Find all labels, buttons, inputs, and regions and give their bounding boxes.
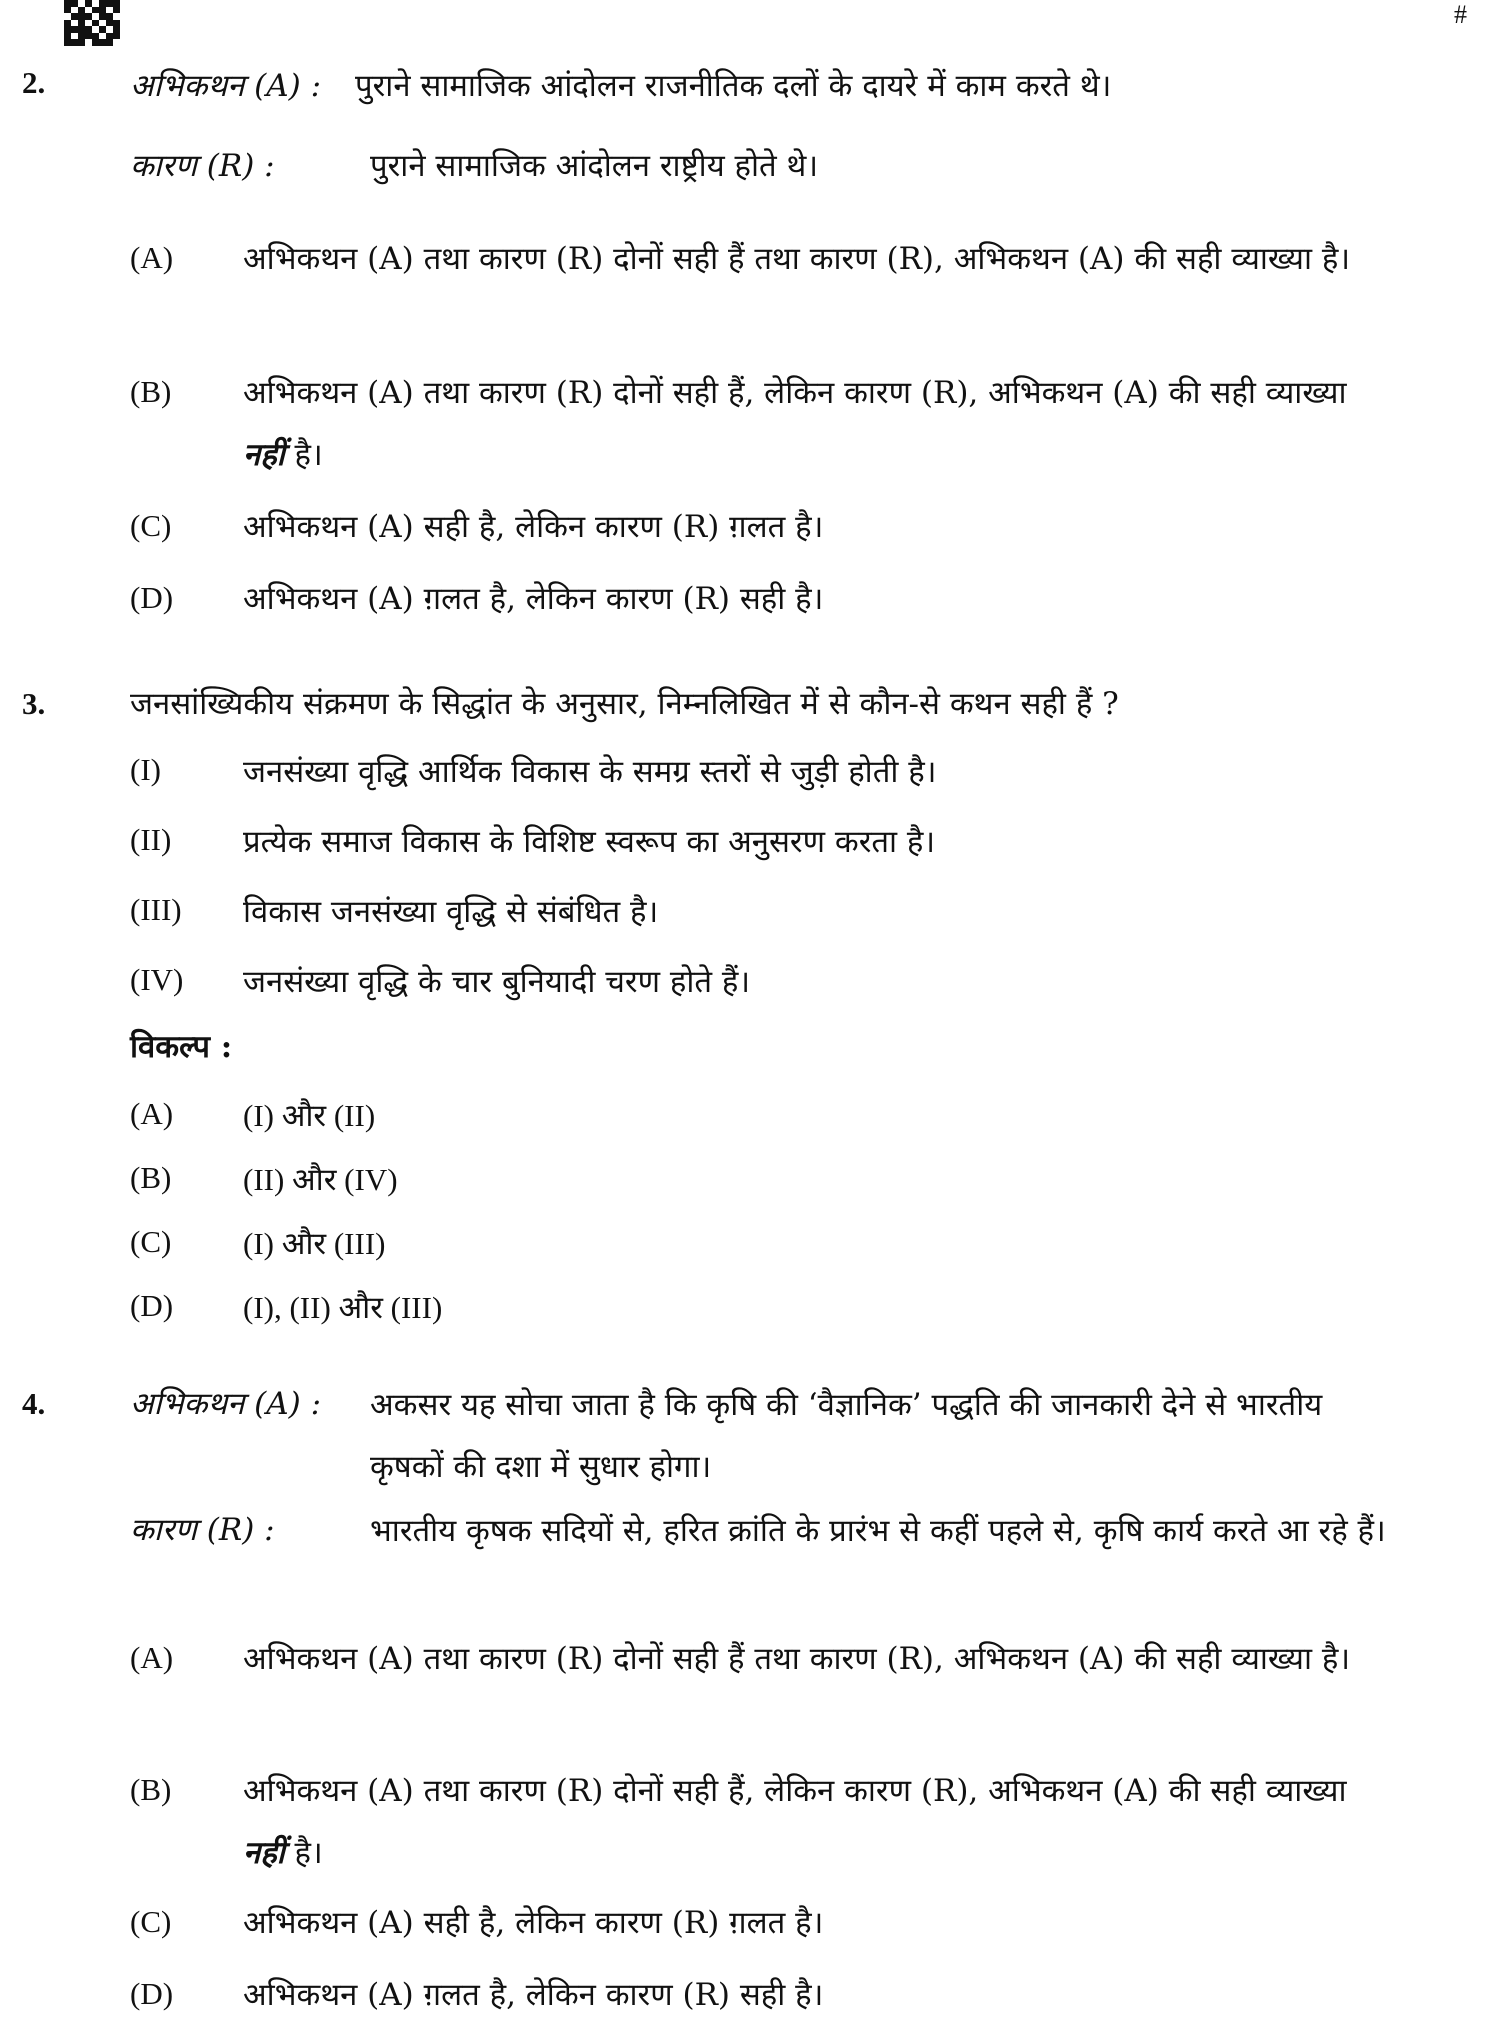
question-number: 4. bbox=[22, 1386, 46, 1421]
statement-key: (IV) bbox=[130, 962, 184, 997]
option-key: (B) bbox=[130, 374, 172, 409]
assertion-label: अभिकथन (A) : bbox=[130, 1386, 322, 1422]
statement-text: जनसंख्या वृद्धि आर्थिक विकास के समग्र स्तरों से जुड़ी होती है। bbox=[243, 754, 937, 790]
assertion-label: अभिकथन (A) : bbox=[130, 68, 322, 104]
emphasis-not: नहीं bbox=[243, 437, 285, 473]
option-c-text: अभिकथन (A) सही है, लेकिन कारण (R) ग़लत है। bbox=[243, 509, 824, 545]
option-key: (D) bbox=[130, 1288, 174, 1323]
assertion-text: अकसर यह सोचा जाता है कि कृषि की ‘वैज्ञानिक’ पद्धति की जानकारी देने से भारतीय कृषकों की दशा में सुधार होगा। bbox=[370, 1387, 1323, 1485]
option-key: (B) bbox=[130, 1772, 172, 1807]
option-b-text-part: अभिकथन (A) तथा कारण (R) दोनों सही हैं, लेकिन कारण (R), अभिकथन (A) की सही व्याख्या bbox=[243, 1773, 1347, 1809]
statement-key: (II) bbox=[130, 822, 172, 857]
statement-key: (III) bbox=[130, 892, 182, 927]
option-b-text: (II) और (IV) bbox=[243, 1162, 398, 1197]
option-b-text bbox=[243, 362, 1398, 486]
option-b-text-part: है। bbox=[284, 437, 323, 473]
option-a-text: अभिकथन (A) तथा कारण (R) दोनों सही हैं तथा कारण (R), अभिकथन (A) की सही व्याख्या है। bbox=[243, 241, 1351, 277]
statement-key: (I) bbox=[130, 752, 161, 787]
statement-text: जनसंख्या वृद्धि के चार बुनियादी चरण होते हैं। bbox=[243, 964, 751, 1000]
question-prompt: जनसांख्यिकीय संक्रमण के सिद्धांत के अनुसार, निम्नलिखित में से कौन-से कथन सही हैं ? bbox=[130, 686, 1119, 722]
assertion-text: पुराने सामाजिक आंदोलन राजनीतिक दलों के दायरे में काम करते थे। bbox=[355, 68, 1112, 104]
reason-text: भारतीय कृषक सदियों से, हरित क्रांति के प्रारंभ से कहीं पहले से, कृषि कार्य करते आ रहे हैं। bbox=[370, 1513, 1386, 1549]
option-a-text: अभिकथन (A) तथा कारण (R) दोनों सही हैं तथा कारण (R), अभिकथन (A) की सही व्याख्या है। bbox=[243, 1641, 1351, 1677]
option-key: (C) bbox=[130, 1904, 172, 1939]
option-b-text-part: अभिकथन (A) तथा कारण (R) दोनों सही हैं, लेकिन कारण (R), अभिकथन (A) की सही व्याख्या bbox=[243, 375, 1347, 411]
option-key: (C) bbox=[130, 508, 172, 543]
option-key: (C) bbox=[130, 1224, 172, 1259]
option-key: (A) bbox=[130, 1096, 174, 1131]
qr-code bbox=[64, 0, 120, 46]
option-key: (D) bbox=[130, 1976, 174, 2011]
reason-label: कारण (R) : bbox=[130, 1512, 275, 1548]
statement-text: विकास जनसंख्या वृद्धि से संबंधित है। bbox=[243, 894, 659, 930]
option-d-text: अभिकथन (A) ग़लत है, लेकिन कारण (R) सही है। bbox=[243, 581, 824, 617]
emphasis-not: नहीं bbox=[243, 1835, 285, 1871]
option-key: (D) bbox=[130, 580, 174, 615]
question-number: 3. bbox=[22, 686, 46, 721]
option-key: (A) bbox=[130, 240, 174, 275]
options-heading: विकल्प : bbox=[130, 1029, 233, 1065]
option-b-text-part: है। bbox=[284, 1835, 323, 1871]
option-c-text: (I) और (III) bbox=[243, 1226, 386, 1261]
statement-text: प्रत्येक समाज विकास के विशिष्ट स्वरूप का अनुसरण करता है। bbox=[243, 824, 936, 860]
reason-text: पुराने सामाजिक आंदोलन राष्ट्रीय होते थे। bbox=[370, 148, 819, 184]
option-b-text bbox=[243, 1760, 1398, 1884]
option-key: (A) bbox=[130, 1640, 174, 1675]
page-corner-mark: # bbox=[1454, 0, 1467, 29]
option-a-text: (I) और (II) bbox=[243, 1098, 376, 1133]
reason-label: कारण (R) : bbox=[130, 148, 275, 184]
option-c-text: अभिकथन (A) सही है, लेकिन कारण (R) ग़लत है। bbox=[243, 1905, 824, 1941]
option-key: (B) bbox=[130, 1160, 172, 1195]
option-d-text: (I), (II) और (III) bbox=[243, 1290, 443, 1325]
option-d-text: अभिकथन (A) ग़लत है, लेकिन कारण (R) सही है। bbox=[243, 1977, 824, 2013]
question-number: 2. bbox=[22, 65, 46, 100]
